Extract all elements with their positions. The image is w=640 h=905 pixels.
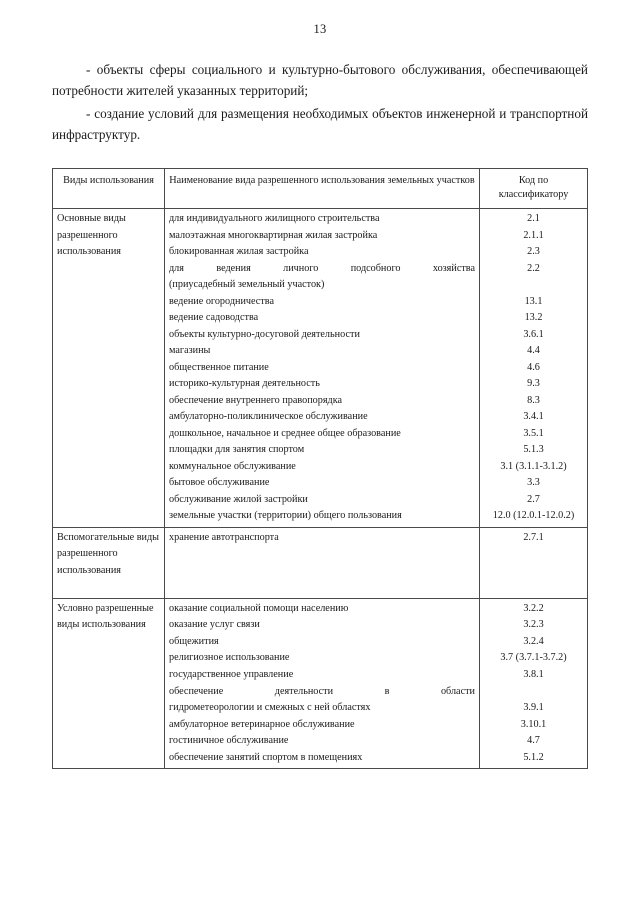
use-name: коммунальное обслуживание xyxy=(169,460,296,472)
use-name: объекты культурно-досуговой деятельности xyxy=(169,328,360,340)
use-code: 2.7.1 xyxy=(523,531,544,543)
use-name: обеспечение внутреннего правопорядка xyxy=(169,394,343,406)
use-code: 3.3 xyxy=(527,477,540,489)
use-name: магазины xyxy=(169,345,211,357)
use-name: религиозное использование xyxy=(169,652,290,664)
use-code: 3.8.1 xyxy=(523,668,544,680)
use-code: 3.10.1 xyxy=(520,718,547,730)
use-code: 3.5.1 xyxy=(523,427,544,439)
table-row xyxy=(53,209,588,528)
use-code xyxy=(484,277,583,294)
paragraph: - создание условий для размещения необходимых объектов инженерной и транспортной инфраструктур. xyxy=(52,105,588,143)
use-name xyxy=(169,546,475,563)
use-code: 4.6 xyxy=(527,361,540,373)
use-name: ведение садоводства xyxy=(169,312,259,324)
cell-use-names xyxy=(165,527,480,598)
use-name: оказание социальной помощи населению xyxy=(169,602,349,614)
table-row xyxy=(53,598,588,768)
use-code: 5.1.2 xyxy=(523,751,544,763)
use-code: 3.6.1 xyxy=(523,328,544,340)
use-code: 5.1.3 xyxy=(523,444,544,456)
table-body xyxy=(53,209,588,769)
use-name: площадки для занятия спортом xyxy=(169,444,305,456)
use-name: гостиничное обслуживание xyxy=(169,735,289,747)
table-row xyxy=(53,527,588,598)
use-code: 9.3 xyxy=(527,378,540,390)
use-code: 2.3 xyxy=(527,246,540,258)
column-header-name: Наименование вида разрешенного использования земельных участков xyxy=(165,168,480,209)
column-header-kind: Виды использования xyxy=(53,168,165,209)
use-code: 3.2.3 xyxy=(523,619,544,631)
use-name: хранение автотранспорта xyxy=(169,531,279,543)
use-code: 3.9.1 xyxy=(523,702,544,714)
page-number: 13 xyxy=(313,22,327,36)
cell-use-codes xyxy=(480,527,588,598)
use-name: общежития xyxy=(169,635,219,647)
use-name: земельные участки (территории) общего пользования xyxy=(169,510,402,522)
use-code: 2.1 xyxy=(527,213,540,225)
intro-paragraphs xyxy=(52,59,588,146)
use-code: 3.4.1 xyxy=(523,411,544,423)
use-code xyxy=(484,684,583,701)
use-code: 3.1 (3.1.1-3.1.2) xyxy=(500,460,567,472)
use-name: малоэтажная многоквартирная жилая застройка xyxy=(169,229,378,241)
use-name: общественное питание xyxy=(169,361,269,373)
cell-use-kind: Условно разрешенные виды использования xyxy=(53,598,165,768)
permitted-use-table xyxy=(52,168,588,770)
use-code xyxy=(484,563,583,580)
use-code: 4.7 xyxy=(527,735,540,747)
use-name: гидрометеорологии и смежных с ней областях xyxy=(169,702,371,714)
use-code: 13.2 xyxy=(524,312,543,324)
use-name: ведение огородничества xyxy=(169,295,274,307)
use-code: 2.7 xyxy=(527,493,540,505)
use-name: обеспечение занятий спортом в помещениях xyxy=(169,751,363,763)
use-name: обеспечение деятельности в области xyxy=(169,685,475,697)
use-name: обслуживание жилой застройки xyxy=(169,493,308,505)
use-name: историко-культурная деятельность xyxy=(169,378,320,390)
cell-use-kind: Вспомогательные виды разрешенного использования xyxy=(53,527,165,598)
cell-use-codes xyxy=(480,598,588,768)
paragraph: - объекты сферы социального и культурно-бытового обслуживания, обеспечивающей потребности жителей указанных территорий; xyxy=(52,62,588,99)
use-name: (приусадебный земельный участок) xyxy=(169,279,325,291)
table-header xyxy=(53,168,588,209)
use-name xyxy=(169,579,475,596)
use-code: 3.7 (3.7.1-3.7.2) xyxy=(500,652,567,664)
cell-use-kind: Основные виды разрешенного использования xyxy=(53,209,165,528)
use-name: бытовое обслуживание xyxy=(169,477,270,489)
use-name: для ведения личного подсобного хозяйства xyxy=(169,262,475,274)
column-header-code: Код по классификатору xyxy=(480,168,588,209)
use-code: 8.3 xyxy=(527,394,540,406)
use-name: для индивидуального жилищного строительства xyxy=(169,213,380,225)
use-code: 4.4 xyxy=(527,345,540,357)
use-code: 2.2 xyxy=(527,262,540,274)
use-code xyxy=(484,546,583,563)
use-code: 2.1.1 xyxy=(523,229,544,241)
use-name: дошкольное, начальное и среднее общее образование xyxy=(169,427,401,439)
use-code: 3.2.2 xyxy=(523,602,544,614)
use-code: 13.1 xyxy=(524,295,543,307)
use-name: амбулаторное ветеринарное обслуживание xyxy=(169,718,355,730)
use-name: амбулаторно-поликлиническое обслуживание xyxy=(169,411,368,423)
use-name: оказание услуг связи xyxy=(169,619,260,631)
use-name: государственное управление xyxy=(169,668,294,680)
use-code: 12.0 (12.0.1-12.0.2) xyxy=(492,510,575,522)
cell-use-names xyxy=(165,209,480,528)
use-name: блокированная жилая застройка xyxy=(169,246,309,258)
cell-use-names xyxy=(165,598,480,768)
use-code xyxy=(484,579,583,596)
table-header-row xyxy=(53,168,588,209)
use-name xyxy=(169,563,475,580)
cell-use-codes xyxy=(480,209,588,528)
use-code: 3.2.4 xyxy=(523,635,544,647)
